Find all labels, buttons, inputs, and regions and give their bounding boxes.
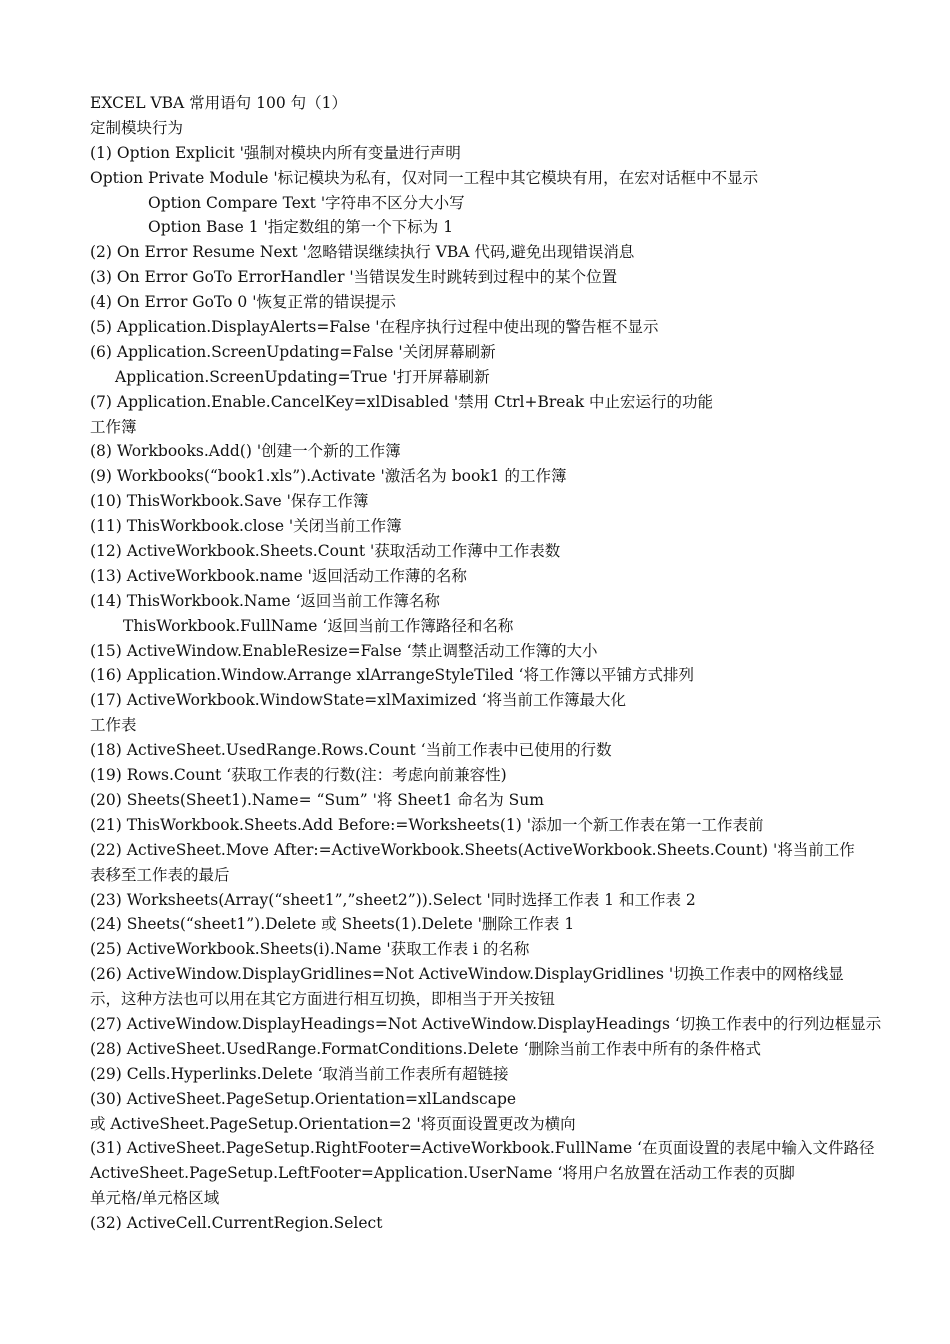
document-line: (17) ActiveWorkbook.WindowState=xlMaximized ‘将当前工作簿最大化	[90, 691, 627, 710]
document-line: (29) Cells.Hyperlinks.Delete ‘取消当前工作表所有超链接	[90, 1064, 509, 1083]
document-line: (25) ActiveWorkbook.Sheets(i).Name '获取工作表 i 的名称	[90, 940, 530, 959]
document-line: ActiveSheet.PageSetup.LeftFooter=Application.UserName ‘将用户名放置在活动工作表的页脚	[90, 1164, 795, 1183]
document-line: (18) ActiveSheet.UsedRange.Rows.Count ‘当前工作表中已使用的行数	[90, 741, 612, 760]
document-line: 工作簿	[90, 417, 137, 436]
document-line: (6) Application.ScreenUpdating=False '关闭屏幕刷新	[90, 342, 496, 361]
document-line: (7) Application.Enable.CancelKey=xlDisabled '禁用 Ctrl+Break 中止宏运行的功能	[90, 392, 714, 411]
document-line: Option Compare Text '字符串不区分大小写	[148, 193, 465, 212]
document-line: Option Base 1 '指定数组的第一个下标为 1	[148, 218, 454, 237]
document-line: 定制模块行为	[90, 118, 184, 137]
document-line: (2) On Error Resume Next '忽略错误继续执行 VBA 代码,避免出现错误消息	[90, 243, 635, 262]
document-line: (23) Worksheets(Array(“sheet1”,”sheet2”)).Select '同时选择工作表 1 和工作表 2	[90, 890, 696, 909]
document-line: (32) ActiveCell.CurrentRegion.Select	[90, 1214, 383, 1233]
document-line: ThisWorkbook.FullName ‘返回当前工作簿路径和名称	[123, 616, 514, 635]
document-line: 工作表	[90, 716, 137, 735]
document-line: (26) ActiveWindow.DisplayGridlines=Not ActiveWindow.DisplayGridlines '切换工作表中的网格线显示，这种方法也可以用在其它方面进行相互切换，即相当于开关按钮	[90, 965, 844, 1009]
document-line: (15) ActiveWindow.EnableResize=False ‘禁止调整活动工作簿的大小	[90, 641, 598, 660]
document-line: (21) ThisWorkbook.Sheets.Add Before:=Worksheets(1) '添加一个新工作表在第一工作表前	[90, 815, 764, 834]
document-line: (5) Application.DisplayAlerts=False '在程序执行过程中使出现的警告框不显示	[90, 318, 659, 337]
document-line: (19) Rows.Count ‘获取工作表的行数(注：考虑向前兼容性)	[90, 766, 507, 785]
document-line: (13) ActiveWorkbook.name '返回活动工作薄的名称	[90, 566, 467, 585]
document-line: (12) ActiveWorkbook.Sheets.Count '获取活动工作薄中工作表数	[90, 542, 561, 561]
document-line: (20) Sheets(Sheet1).Name= “Sum” '将 Sheet1 命名为 Sum	[90, 790, 544, 809]
document-line: (11) ThisWorkbook.close '关闭当前工作簿	[90, 517, 402, 536]
document-line: (4) On Error GoTo 0 '恢复正常的错误提示	[90, 293, 396, 312]
document-line: 或 ActiveSheet.PageSetup.Orientation=2 '将页面设置更改为横向	[90, 1114, 576, 1133]
document-line: (8) Workbooks.Add() '创建一个新的工作簿	[90, 442, 401, 461]
document-line: (3) On Error GoTo ErrorHandler '当错误发生时跳转到过程中的某个位置	[90, 268, 618, 287]
document-line: (31) ActiveSheet.PageSetup.RightFooter=ActiveWorkbook.FullName ‘在页面设置的表尾中输入文件路径	[90, 1139, 875, 1158]
document-line: 单元格/单元格区域	[90, 1189, 220, 1208]
document-line: Application.ScreenUpdating=True '打开屏幕刷新	[115, 367, 490, 386]
document-line: EXCEL VBA 常用语句 100 句（1）	[90, 94, 347, 112]
document-line: (10) ThisWorkbook.Save '保存工作簿	[90, 492, 369, 511]
document-line: (30) ActiveSheet.PageSetup.Orientation=xlLandscape	[90, 1089, 517, 1108]
document-line: Option Private Module '标记模块为私有，仅对同一工程中其它模块有用，在宏对话框中不显示	[90, 168, 759, 187]
document-line: (16) Application.Window.Arrange xlArrangeStyleTiled ‘将工作簿以平铺方式排列	[90, 666, 694, 685]
document-body	[90, 91, 882, 1236]
document-line: (28) ActiveSheet.UsedRange.FormatConditions.Delete ‘删除当前工作表中所有的条件格式	[90, 1039, 761, 1058]
document-line: (24) Sheets(“sheet1”).Delete 或 Sheets(1).Delete '删除工作表 1	[90, 915, 575, 934]
document-line: (9) Workbooks(“book1.xls”).Activate '激活名为 book1 的工作簿	[90, 467, 567, 486]
document-line: (27) ActiveWindow.DisplayHeadings=Not ActiveWindow.DisplayHeadings ‘切换工作表中的行列边框显示	[90, 1015, 882, 1034]
document-line: (1) Option Explicit '强制对模块内所有变量进行声明	[90, 143, 461, 162]
document-line: (22) ActiveSheet.Move After:=ActiveWorkbook.Sheets(ActiveWorkbook.Sheets.Count) '将当前工作表移至工作表的最后	[90, 840, 855, 884]
document-line: (14) ThisWorkbook.Name ‘返回当前工作簿名称	[90, 591, 440, 610]
